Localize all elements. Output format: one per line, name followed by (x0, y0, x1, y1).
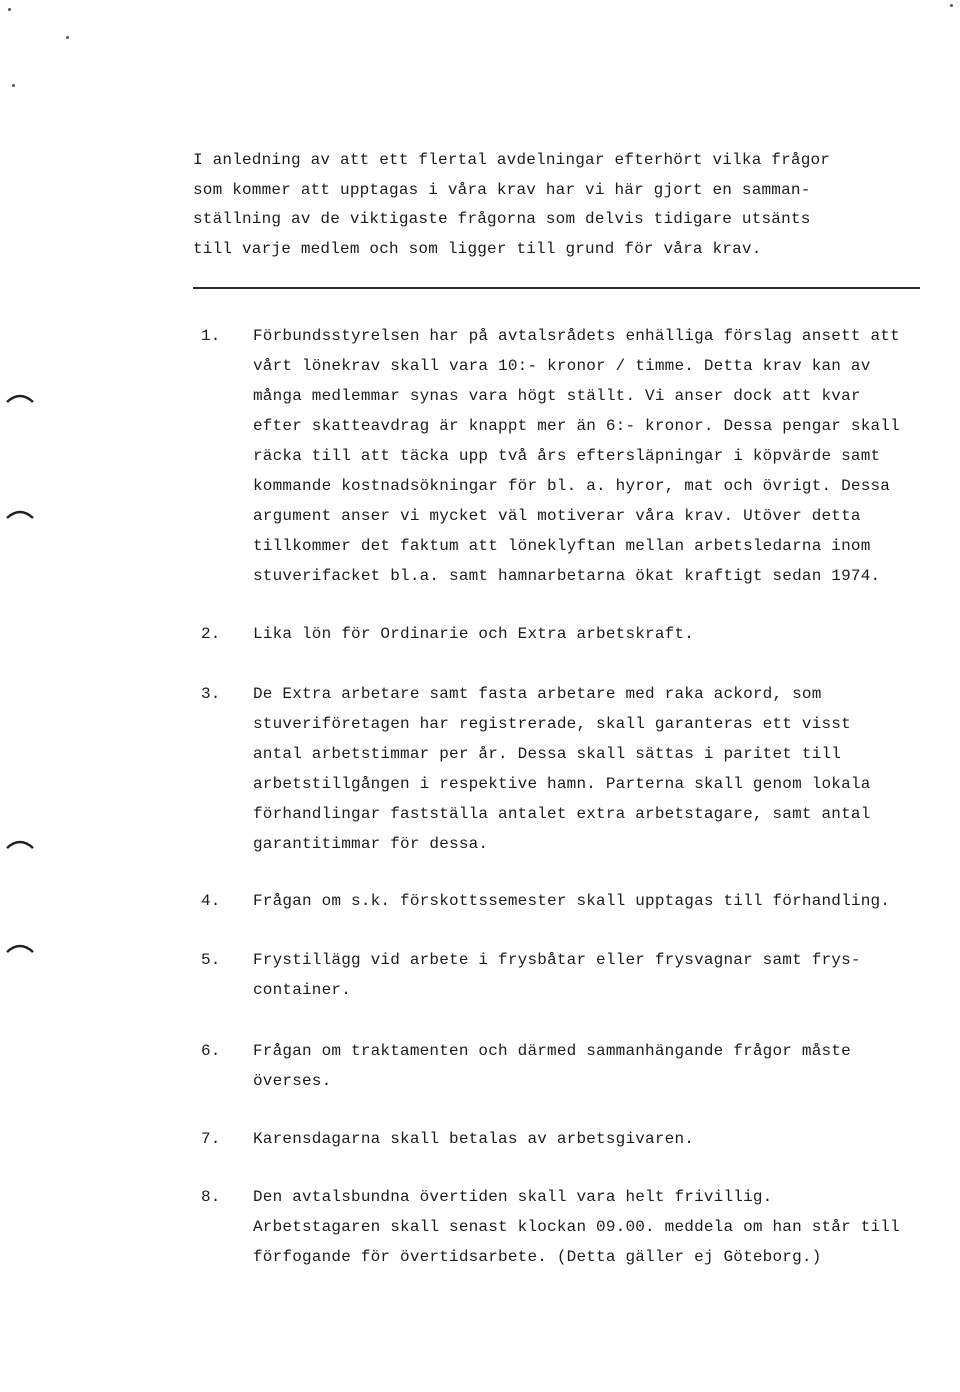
item-text (253, 886, 921, 916)
item-number: 8. (201, 1188, 221, 1206)
margin-mark (6, 838, 34, 850)
item-line: förfogande för övertidsarbete. (Detta gäller ej Göteborg.) (253, 1248, 822, 1266)
item-line: Arbetstagaren skall senast klockan 09.00. meddela om han står till (253, 1218, 900, 1236)
item-number: 6. (201, 1042, 221, 1060)
item-number: 2. (201, 625, 221, 643)
item-line: stuverifacket bl.a. samt hamnarbetarna ökat kraftigt sedan 1974. (253, 567, 881, 585)
item-text (253, 679, 921, 859)
margin-mark (6, 392, 34, 404)
item-line: räcka till att täcka upp två års eftersläpningar i köpvärde samt (253, 447, 881, 465)
item-number: 5. (201, 951, 221, 969)
scan-speck (950, 4, 953, 7)
scan-speck (66, 36, 69, 39)
item-line: efter skatteavdrag är knappt mer än 6:- kronor. Dessa pengar skall (253, 417, 900, 435)
item-line: container. (253, 981, 352, 999)
item-text (253, 1182, 921, 1272)
item-line: många medlemmar synas vara högt ställt. Vi anser dock att kvar (253, 387, 861, 405)
item-line: argument anser vi mycket väl motiverar våra krav. Utöver detta (253, 507, 861, 525)
item-text (253, 945, 921, 1005)
item-line: kommande kostnadsökningar för bl. a. hyror, mat och övrigt. Dessa (253, 477, 891, 495)
horizontal-rule (193, 287, 920, 289)
scan-speck (12, 84, 15, 87)
margin-mark (6, 942, 34, 954)
item-line: Frågan om traktamenten och därmed sammanhängande frågor måste (253, 1042, 851, 1060)
intro-line: ställning av de viktigaste frågorna som delvis tidigare utsänts (193, 210, 811, 228)
item-line: Förbundsstyrelsen har på avtalsrådets enhälliga förslag ansett att (253, 327, 900, 345)
item-number: 4. (201, 892, 221, 910)
item-number: 3. (201, 685, 221, 703)
item-line: vårt lönekrav skall vara 10:- kronor / timme. Detta krav kan av (253, 357, 871, 375)
item-text (253, 321, 921, 591)
intro-line: I anledning av att ett flertal avdelningar efterhört vilka frågor (193, 151, 831, 169)
item-text (253, 619, 921, 649)
item-line: överses. (253, 1072, 332, 1090)
item-line: Den avtalsbundna övertiden skall vara helt frivillig. (253, 1188, 773, 1206)
item-line: förhandlingar fastställa antalet extra arbetstagare, samt antal (253, 805, 871, 823)
item-number: 1. (201, 327, 221, 345)
intro-line: till varje medlem och som ligger till grund för våra krav. (193, 239, 762, 258)
item-line: Lika lön för Ordinarie och Extra arbetskraft. (253, 625, 695, 643)
item-line: Karensdagarna skall betalas av arbetsgivaren. (253, 1130, 695, 1148)
scan-speck (8, 8, 11, 11)
item-line: Frystillägg vid arbete i frysbåtar eller frysvagnar samt frys- (253, 951, 861, 969)
item-line: antal arbetstimmar per år. Dessa skall sättas i paritet till (253, 745, 842, 763)
item-line: De Extra arbetare samt fasta arbetare med raka ackord, som (253, 685, 822, 703)
item-line: garantitimmar för dessa. (253, 835, 489, 853)
item-line: stuveriföretagen har registrerade, skall garanteras ett visst (253, 715, 851, 733)
intro-line: som kommer att upptagas i våra krav har vi här gjort en samman- (193, 180, 811, 199)
item-line: arbetstillgången i respektive hamn. Parterna skall genom lokala (253, 775, 871, 793)
item-number: 7. (201, 1130, 221, 1148)
item-text (253, 1036, 921, 1096)
intro-paragraph (193, 146, 893, 264)
item-line: Frågan om s.k. förskottssemester skall upptagas till förhandling. (253, 892, 891, 910)
margin-mark (6, 508, 34, 520)
item-line: tillkommer det faktum att löneklyftan mellan arbetsledarna inom (253, 537, 871, 555)
item-text (253, 1124, 921, 1154)
